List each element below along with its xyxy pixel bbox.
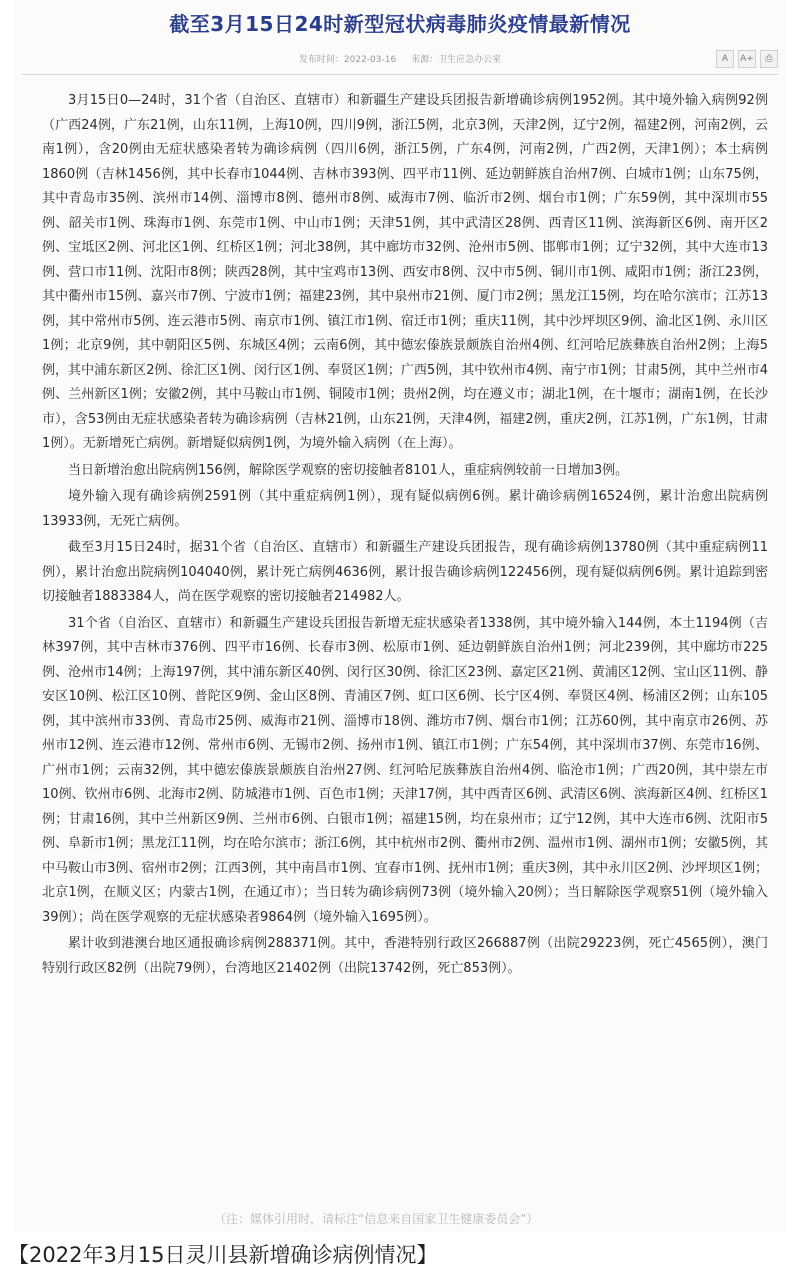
publish-time: 发布时间：2022-03-16 (298, 55, 397, 65)
article-title: 截至3月15日24时新型冠状病毒肺炎疫情最新情况 (169, 12, 631, 36)
paragraph-imported: 境外输入现有确诊病例2591例（其中重症病例1例），现有疑似病例6例。累计确诊病例16524例，累计治愈出院病例13933例，无死亡病例。 (42, 489, 768, 529)
print-icon[interactable]: ⎙ (760, 50, 778, 68)
article-tools (716, 50, 778, 68)
meta-row (22, 44, 778, 75)
paragraph-hk-mo-tw: 累计收到港澳台地区通报确诊病例288371例。其中，香港特别行政区266887例（出院29223例，死亡4565例），澳门特别行政区82例（出院79例），台湾地区21402例（出院13742例，死亡853例）。 (42, 936, 768, 976)
font-small-button[interactable]: A (716, 50, 734, 68)
font-large-button[interactable]: A+ (738, 50, 756, 68)
paragraph-recovered: 当日新增治愈出院病例156例，解除医学观察的密切接触者8101人，重症病例较前一日增加3例。 (68, 462, 629, 478)
article-body (14, 75, 786, 981)
article-source: 来源：卫生应急办公室 (411, 55, 502, 65)
article-card (14, 0, 786, 1232)
source-note: （注：媒体引用时，请标注“信息来自国家卫生健康委员会”） (214, 1212, 539, 1226)
article-meta (22, 52, 778, 65)
paragraph-cumulative: 截至3月15日24时，据31个省（自治区、直辖市）和新疆生产建设兵团报告，现有确诊病例13780例（其中重症病例11例），累计治愈出院病例104040例，累计死亡病例4636例，累计报告确诊病例122456例，现有疑似病例6例。累计追踪到密切接触者1883384人，尚在医学观察的密切接触者214982人。 (42, 540, 768, 604)
paragraph-asymptomatic: 31个省（自治区、直辖市）和新疆生产建设兵团报告新增无症状感染者1338例，其中境外输入144例，本土1194例（吉林397例，其中吉林市376例、四平市16例、长春市3例、松原市1例、延边朝鲜族自治州1例；河北239例，其中廊坊市225例、沧州市14例；上海197例，其中浦东新区40例、闵行区30例、徐汇区23例、嘉定区21例、黄浦区12例、宝山区11例、静安区10例、松江区10例、普陀区9例、金山区8例、青浦区7例、虹口区6例、长宁区4例、奉贤区4例、杨浦区2例；山东105例，其中滨州市33例、青岛市25例、威海市21例、淄博市18例、潍坊市7例、烟台市1例；江苏60例，其中南京市26例、苏州市12例、连云港市12例、常州市6例、无锡市2例、扬州市1例、镇江市1例；广东54例，其中深圳市37例、东莞市16例、广州市1例；云南32例，其中德宏傣族景颇族自治州27例、红河哈尼族彝族自治州4例、临沧市1例；广西20例，其中崇左市10例、钦州市6例、北海市2例、防城港市1例、百色市1例；天津17例，其中西青区6例、武清区6例、滨海新区4例、红桥区1例；甘肃16例，其中兰州新区9例、兰州市6例、白银市1例；福建15例，均在泉州市；辽宁12例，其中大连市6例、沈阳市5例、阜新市1例；黑龙江11例，均在哈尔滨市；浙江6例，其中杭州市2例、衢州市2例、温州市1例、湖州市1例；安徽5例，其中马鞍山市3例、宿州市2例；江西3例，其中南昌市1例、宜春市1例、抚州市1例；重庆3例，其中永川区2例、沙坪坝区1例；北京1例，在顺义区；内蒙古1例，在通辽市）；当日转为确诊病例73例（境外输入20例）；当日解除医学观察51例（境外输入39例）；尚在医学观察的无症状感染者9864例（境外输入1695例）。 (42, 615, 768, 925)
image-caption: 【2022年3月15日灵川县新增确诊病例情况】 (8, 1243, 438, 1267)
paragraph-new-cases: 3月15日0—24时，31个省（自治区、直辖市）和新疆生产建设兵团报告新增确诊病例1952例。其中境外输入病例92例（广西24例，广东21例，山东11例，上海10例，四川9例，浙江5例，北京3例，天津2例，辽宁2例，福建2例，河南2例，云南1例），含20例由无症状感染者转为确诊病例（四川6例，浙江5例，广东4例，河南2例，广西2例，天津1例）；本土病例1860例（吉林1456例，其中长春市1044例、吉林市393例、四平市11例、延边朝鲜族自治州7例、白城市1例；山东75例，其中青岛市35例、滨州市14例、淄博市8例、德州市8例、威海市7例、临沂市2例、烟台市1例；广东59例，其中深圳市55例、韶关市1例、珠海市1例、东莞市1例、中山市1例；天津51例，其中武清区28例、西青区11例、滨海新区6例、南开区2例、宝坻区2例、河北区1例、红桥区1例；河北38例，其中廊坊市32例、沧州市5例、邯郸市1例；辽宁32例，其中大连市13例、营口市11例、沈阳市8例；陕西28例，其中宝鸡市13例、西安市8例、汉中市5例、铜川市1例、咸阳市1例；浙江23例，其中衢州市15例、嘉兴市7例、宁波市1例；福建23例，其中泉州市21例、厦门市2例；黑龙江15例，均在哈尔滨市；江苏13例，其中常州市5例、连云港市5例、南京市1例、镇江市1例、宿迁市1例；重庆11例，其中沙坪坝区9例、渝北区1例、永川区1例；北京9例，其中朝阳区5例、东城区4例；云南6例，其中德宏傣族景颇族自治州4例、红河哈尼族彝族自治州2例；上海5例，其中浦东新区2例、徐汇区1例、闵行区1例、奉贤区1例；广西5例，其中钦州市4例、南宁市1例；甘肃5例，其中兰州市4例、兰州新区1例；安徽2例，其中马鞍山市1例、铜陵市1例；贵州2例，均在遵义市；湖北1例，在十堰市；湖南1例，在长沙市），含53例由无症状感染者转为确诊病例（吉林21例，山东21例，天津4例，福建2例，重庆2例，江苏1例，广东1例，甘肃1例）。无新增死亡病例。新增疑似病例1例，为境外输入病例（在上海）。 (42, 93, 768, 451)
